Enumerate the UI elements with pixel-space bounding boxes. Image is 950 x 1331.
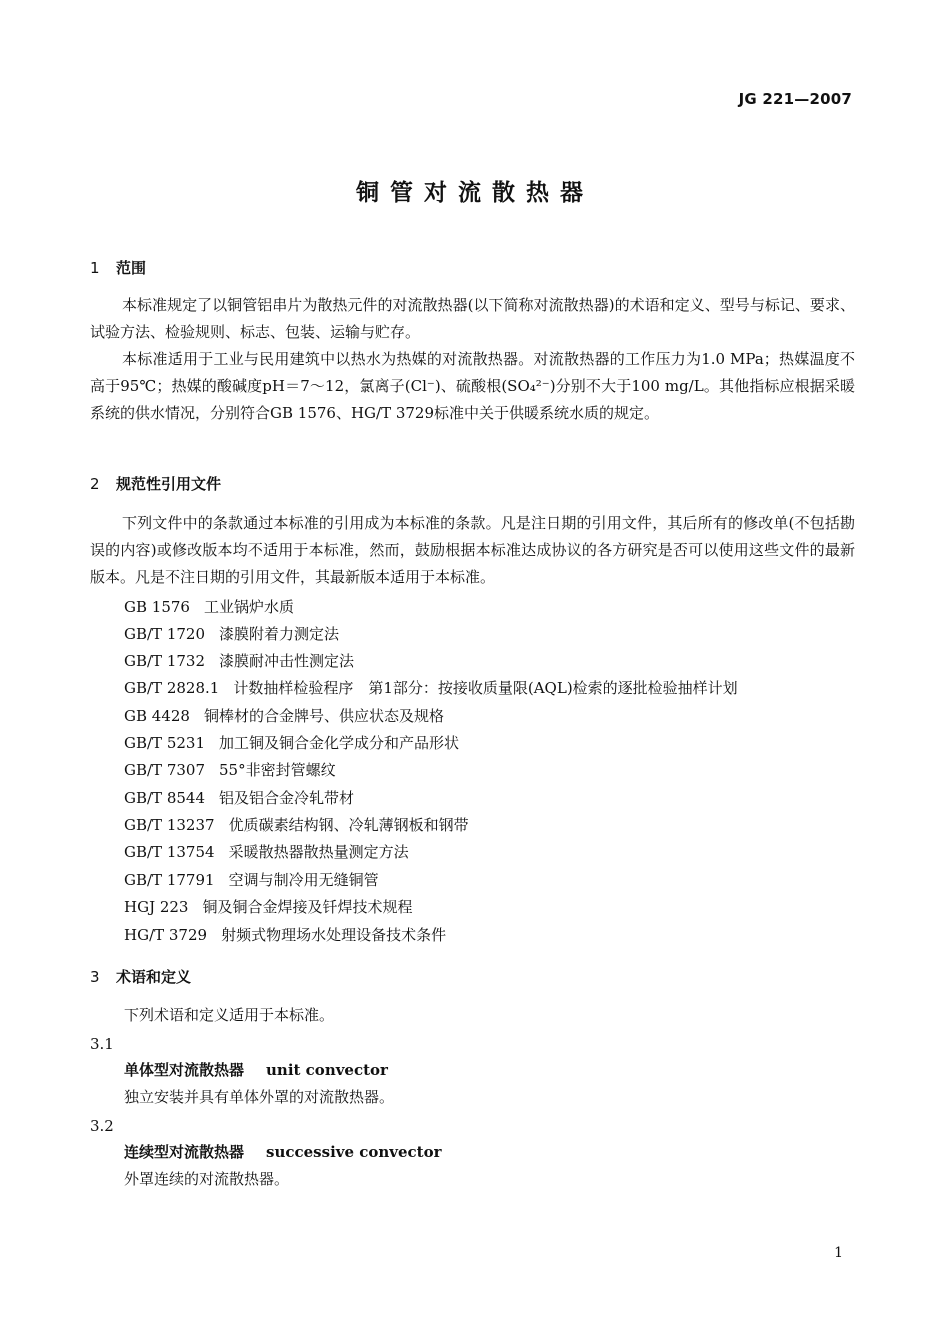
section-title: 规范性引用文件 <box>116 475 222 493</box>
reference-title: 55°非密封管螺纹 <box>219 761 336 779</box>
reference-code: GB/T 2828.1 <box>124 679 220 697</box>
term-definition: 外罩连续的对流散热器。 <box>124 1170 290 1188</box>
reference-code: GB/T 8544 <box>124 789 206 807</box>
page-number: 1 <box>834 1245 843 1261</box>
reference-item <box>124 870 379 890</box>
reference-code: GB 1576 <box>124 598 190 616</box>
standard-code: JG 221—2007 <box>738 90 852 108</box>
reference-item <box>124 624 339 644</box>
term-heading <box>124 1142 442 1162</box>
section-heading <box>90 258 146 278</box>
section-title: 范围 <box>116 259 147 277</box>
reference-item <box>124 706 444 726</box>
reference-code: GB/T 13237 <box>124 816 215 834</box>
reference-code: GB/T 1732 <box>124 652 206 670</box>
term-zh: 单体型对流散热器 <box>124 1061 245 1079</box>
paragraph: 下列文件中的条款通过本标准的引用成为本标准的条款。凡是注日期的引用文件，其后所有的修改单(不包括勘误的内容)或修改版本均不适用于本标准，然而，鼓励根据本标准达成协议的各方研究是否可以使用这些文件的最新版本。凡是不注日期的引用文件，其最新版本适用于本标准。 <box>90 514 855 586</box>
reference-title: 铜棒材的合金牌号、供应状态及规格 <box>203 707 444 725</box>
reference-item <box>124 597 294 617</box>
reference-title: 优质碳素结构钢、冷轧薄钢板和钢带 <box>228 816 469 834</box>
term-number: 3.2 <box>90 1117 114 1135</box>
section-number: 2 <box>90 475 100 493</box>
reference-code: GB/T 17791 <box>124 871 215 889</box>
term-heading <box>124 1060 388 1080</box>
reference-title: 漆膜附着力测定法 <box>219 625 340 643</box>
reference-item <box>124 760 336 780</box>
reference-title: 计数抽样检验程序 第1部分：按接收质量限(AQL)检索的逐批检验抽样计划 <box>233 679 738 697</box>
reference-item <box>124 897 413 917</box>
reference-title: 铜及铜合金焊接及钎焊技术规程 <box>202 898 413 916</box>
reference-item <box>124 788 354 808</box>
reference-item <box>124 815 469 835</box>
term-definition: 独立安装并具有单体外罩的对流散热器。 <box>124 1088 395 1106</box>
reference-title: 空调与制冷用无缝铜管 <box>228 871 379 889</box>
section-title: 术语和定义 <box>116 968 192 986</box>
reference-item <box>124 925 446 945</box>
reference-item <box>124 733 459 753</box>
reference-code: GB/T 1720 <box>124 625 206 643</box>
section-intro: 下列术语和定义适用于本标准。 <box>124 1006 335 1024</box>
reference-item <box>124 842 409 862</box>
reference-code: HGJ 223 <box>124 898 189 916</box>
term-number: 3.1 <box>90 1035 114 1053</box>
reference-title: 加工铜及铜合金化学成分和产品形状 <box>219 734 460 752</box>
reference-title: 工业锅炉水质 <box>203 598 294 616</box>
paragraph: 本标准适用于工业与民用建筑中以热水为热媒的对流散热器。对流散热器的工作压力为1.0 MPa；热媒温度不高于95℃；热媒的酸碱度pH＝7～12，氯离子(Cl⁻)、硫酸根(SO₄²⁻)分别不大于100 mg/L。其他指标应根据采暖系统的供水情况，分别符合GB 1576、HG/T 3729标准中关于供暖系统水质的规定。 <box>90 350 855 422</box>
reference-item <box>124 678 738 698</box>
reference-title: 采暖散热器散热量测定方法 <box>228 843 409 861</box>
reference-code: GB/T 5231 <box>124 734 206 752</box>
reference-code: GB/T 13754 <box>124 843 215 861</box>
term-zh: 连续型对流散热器 <box>124 1143 245 1161</box>
section-number: 1 <box>90 259 100 277</box>
paragraph: 本标准规定了以铜管铝串片为散热元件的对流散热器(以下简称对流散热器)的术语和定义、型号与标记、要求、试验方法、检验规则、标志、包装、运输与贮存。 <box>90 296 855 341</box>
document-title: 铜管对流散热器 <box>356 180 594 206</box>
section-number: 3 <box>90 968 100 986</box>
reference-title: 射频式物理场水处理设备技术条件 <box>221 926 447 944</box>
term-en: unit convector <box>266 1061 388 1079</box>
reference-code: GB/T 7307 <box>124 761 206 779</box>
reference-code: HG/T 3729 <box>124 926 208 944</box>
reference-title: 漆膜耐冲击性测定法 <box>219 652 355 670</box>
reference-title: 铝及铝合金冷轧带材 <box>219 789 355 807</box>
reference-code: GB 4428 <box>124 707 190 725</box>
section-heading <box>90 967 191 987</box>
reference-item <box>124 651 354 671</box>
section-heading <box>90 474 221 494</box>
term-en: successive convector <box>266 1143 442 1161</box>
